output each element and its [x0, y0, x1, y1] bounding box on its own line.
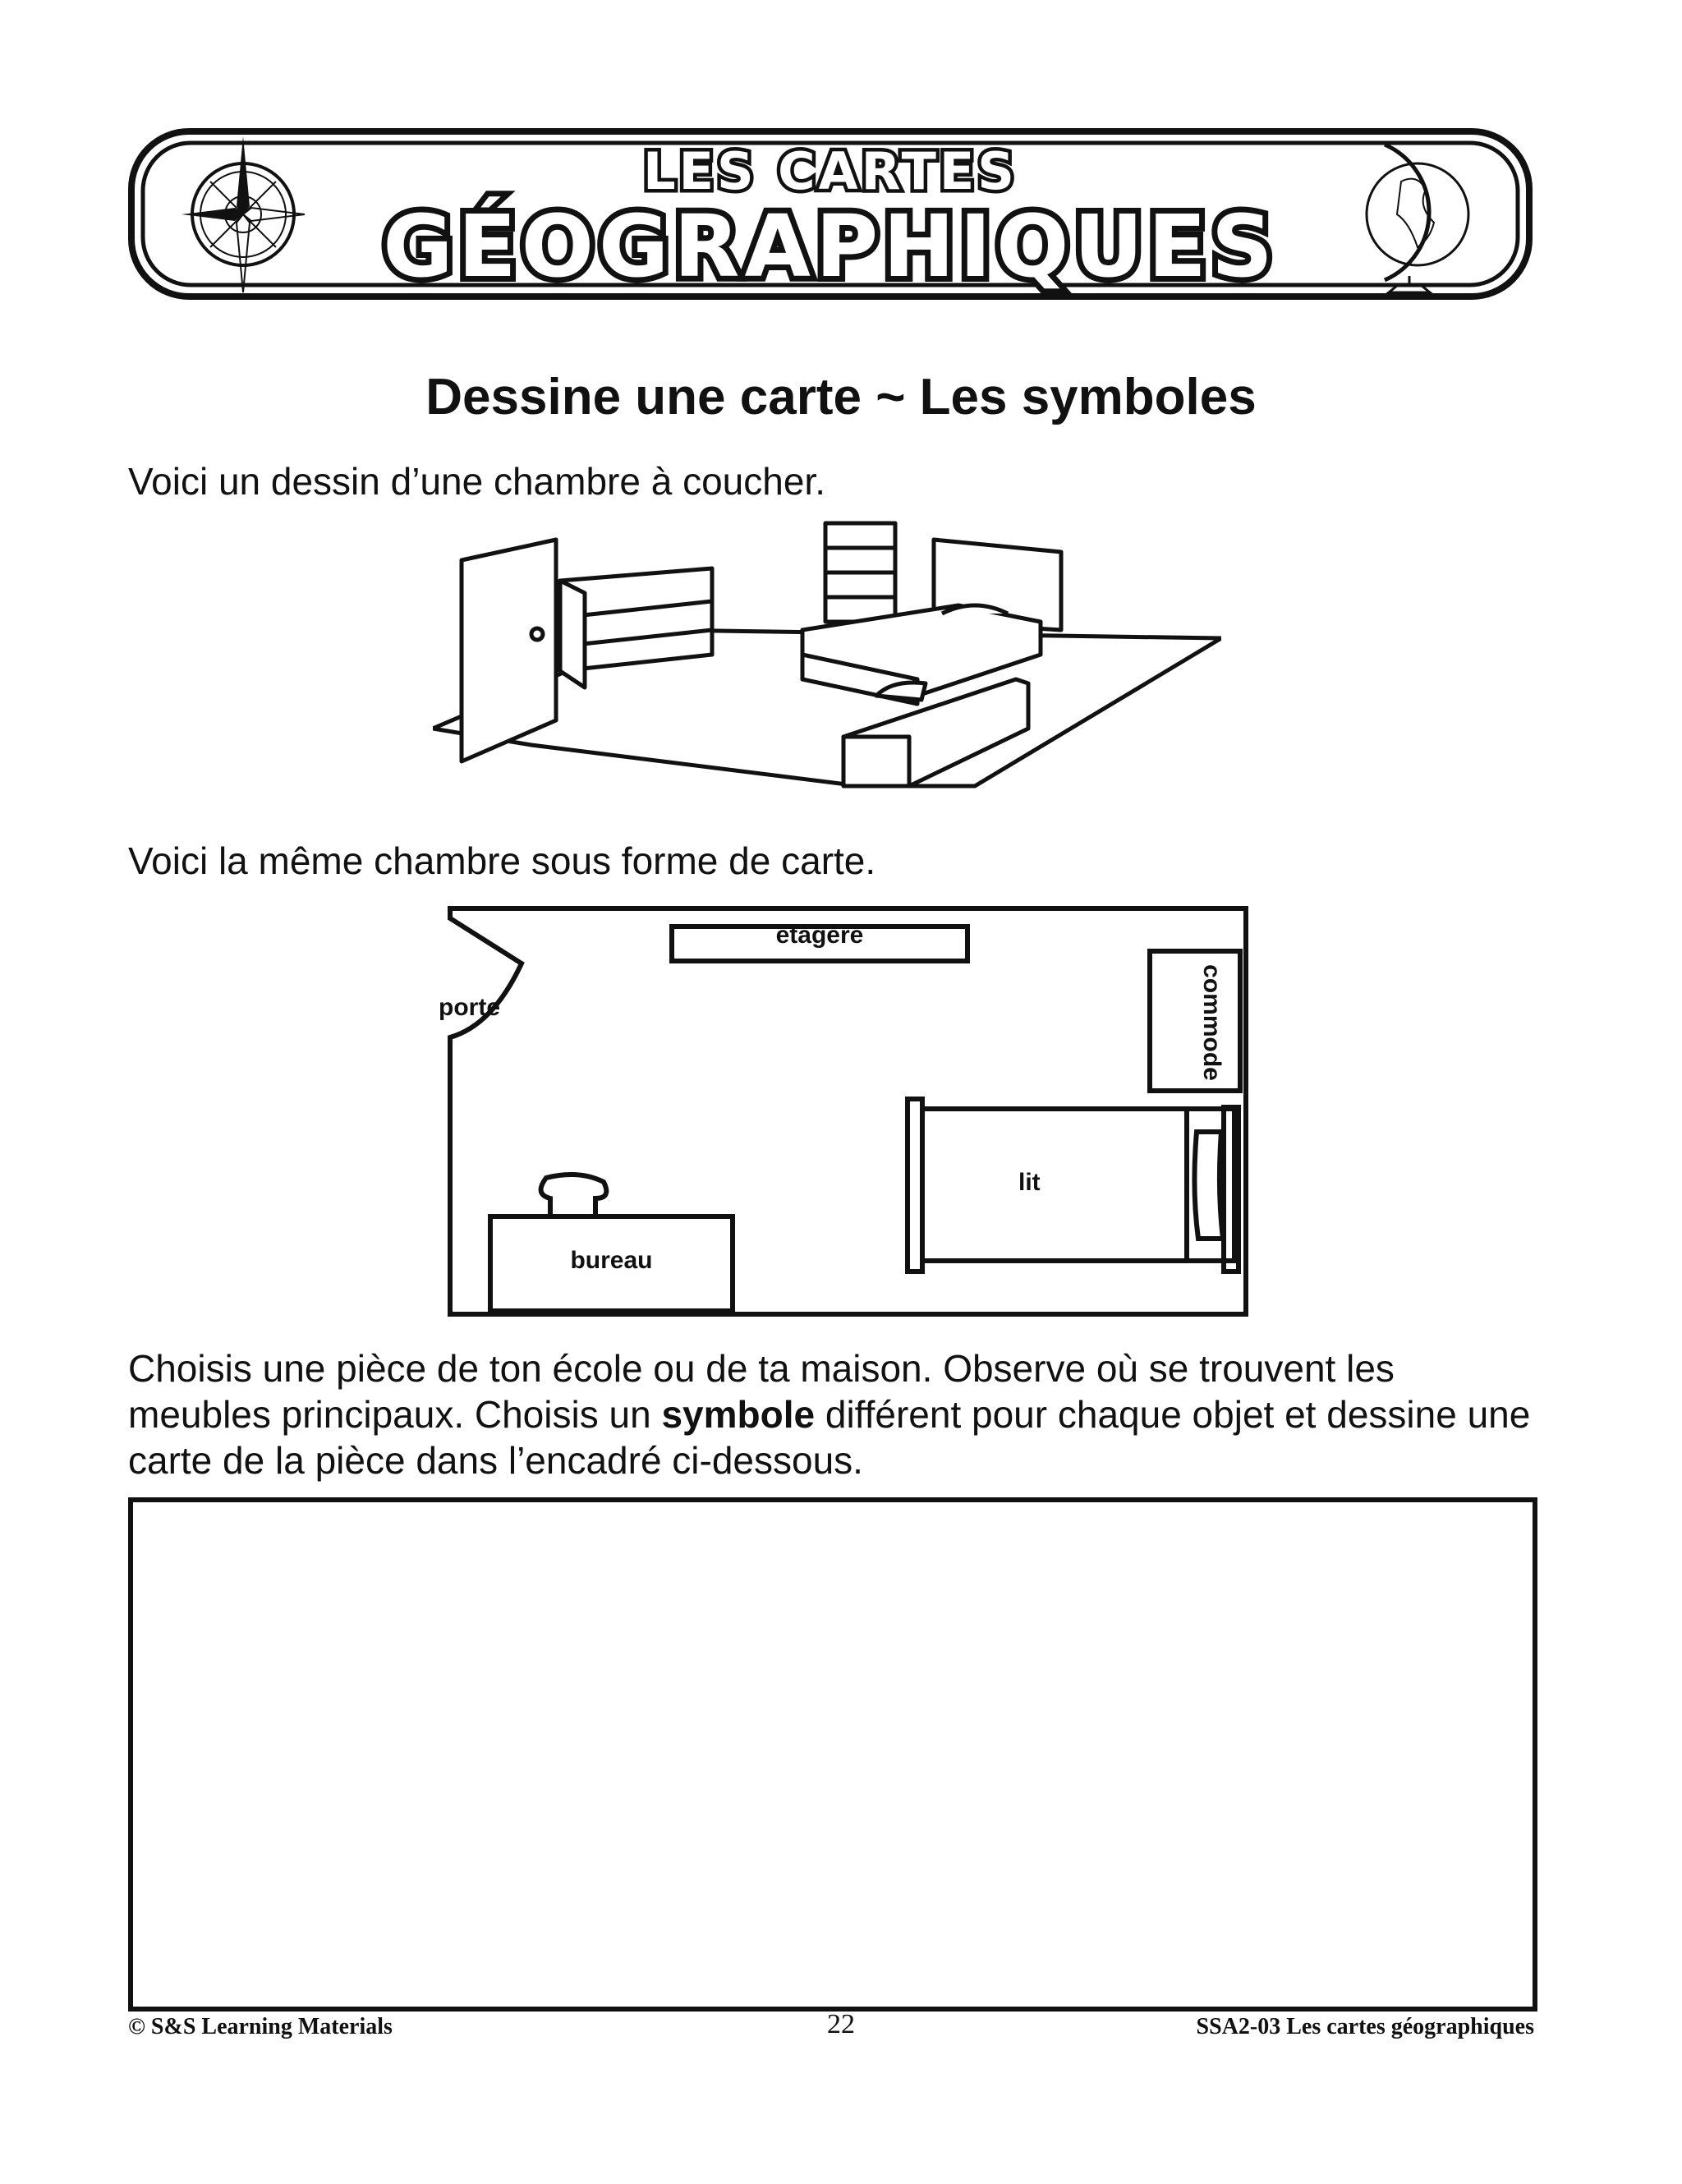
instructions-part1: Choisis une pièce de ton école ou de ta maison. Observe où se trouvent les meubles principaux. Choisis un: [128, 1347, 1395, 1436]
bed-symbol: [908, 1099, 1239, 1271]
banner-line2: GÉOGRAPHIQUES: [383, 196, 1278, 297]
intro-drawing-text: Voici un dessin d’une chambre à coucher.: [128, 460, 825, 503]
dresser-drawing: [825, 523, 895, 622]
map-label-dresser: commode: [1198, 964, 1225, 1081]
map-label-desk: bureau: [570, 1247, 653, 1274]
map-label-shelf: étagère: [775, 922, 864, 949]
footer-book-title: SSA2-03 Les cartes géographiques: [1196, 2014, 1534, 2039]
map-label-door: porte: [439, 994, 500, 1021]
map-label-bed: lit: [1018, 1169, 1041, 1196]
desk-symbol: [490, 1175, 733, 1311]
instructions-part2: différent pour chaque objet et dessine une carte de la pièce dans l’encadré ci-dessous.: [128, 1393, 1531, 1482]
bedroom-drawing: [433, 515, 1221, 811]
instructions-text: [128, 1345, 1541, 1483]
banner-line1: LES CARTES: [643, 141, 1018, 201]
door-drawing: [462, 540, 556, 761]
intro-map-text: Voici la même chambre sous forme de carte.: [128, 839, 876, 882]
title-banner: [128, 128, 1533, 300]
page-heading: Dessine une carte ~ Les symboles: [425, 369, 1257, 425]
drawing-area-box[interactable]: [128, 1497, 1537, 2012]
bedroom-map: [439, 902, 1252, 1321]
dresser-symbol: [1150, 951, 1240, 1091]
footer-page-number: 22: [827, 2009, 855, 2039]
footer-copyright: © S&S Learning Materials: [128, 2014, 393, 2039]
instructions-bold-word: symbole: [661, 1393, 816, 1436]
